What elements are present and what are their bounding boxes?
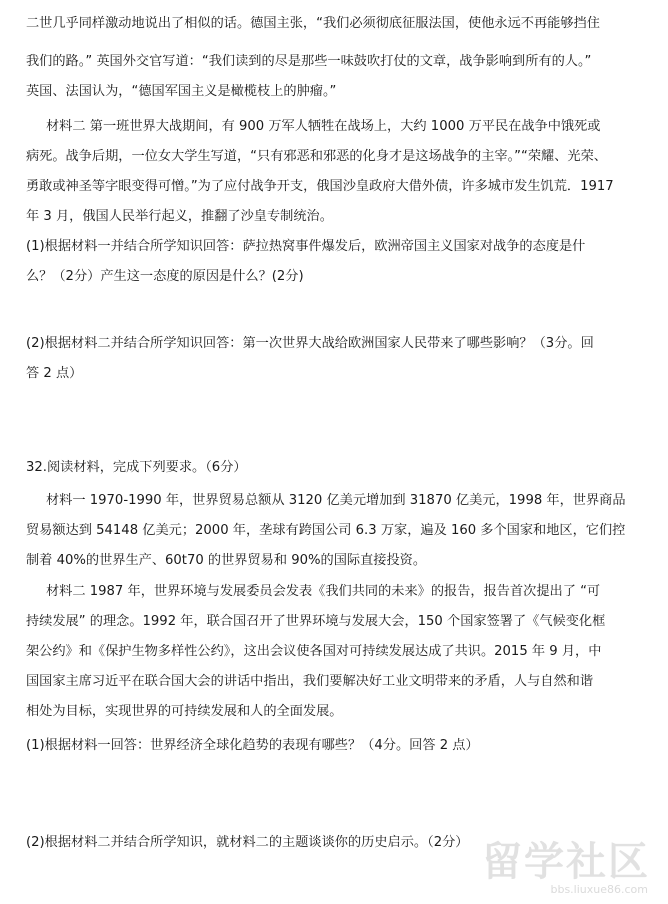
text-line: 二世几乎同样激动地说出了相似的话。德国主张，“我们必须彻底征服法国，使他永远不再能够挡住	[26, 16, 600, 31]
question-line: (1)根据材料一并结合所学知识回答：萨拉热窝事件爆发后，欧洲帝国主义国家对战争的态度是什	[26, 239, 586, 254]
question-line: (1)根据材料一回答：世界经济全球化趋势的表现有哪些？（4分。回答 2 点）	[26, 738, 479, 753]
question-line: (2)根据材料二并结合所学知识回答：第一次世界大战给欧洲国家人民带来了哪些影响？（3分。回	[26, 336, 594, 351]
section-heading: 32.阅读材料，完成下列要求。（6分）	[26, 460, 247, 475]
watermark-url: bbs.liuxue86.com	[550, 883, 648, 896]
text-line: 材料一 1970-1990 年，世界贸易总额从 3120 亿美元增加到 31870 亿美元，1998 年，世界商品	[46, 493, 626, 508]
text-line: 制着 40%的世界生产、60t70 的世界贸易和 90%的国际直接投资。	[26, 553, 427, 568]
text-line: 勇敢或神圣等字眼变得可憎。”为了应付战争开支，俄国沙皇政府大借外债，许多城市发生饥荒．1917	[26, 179, 614, 194]
text-line: 年 3 月，俄国人民举行起义，推翻了沙皇专制统治。	[26, 209, 333, 224]
text-line: 贸易额达到 54148 亿美元；2000 年，垄球有跨国公司 6.3 万家，遍及 160 多个国家和地区，它们控	[26, 523, 626, 538]
watermark-logo	[468, 826, 658, 896]
question-line: (2)根据材料二并结合所学知识，就材料二的主题谈谈你的历史启示。（2分）	[26, 835, 469, 850]
question-line: 么？（2分）产生这一态度的原因是什么？(2分)	[26, 269, 304, 284]
text-line: 相处为目标，实现世界的可持续发展和人的全面发展。	[26, 704, 343, 719]
text-line: 材料二 第一班世界大战期间，有 900 万军人牺牲在战场上，大约 1000 万平民在战争中饿死或	[46, 119, 601, 134]
text-line: 病死。战争后期，一位女大学生写道，“只有邪恶和邪恶的化身才是这场战争的主宰。”“荣耀、光荣、	[26, 149, 607, 164]
question-line: 答 2 点）	[26, 366, 83, 381]
text-line: 英国、法国认为，“德国军国主义是橄榄枝上的肿瘤。”	[26, 84, 337, 99]
text-line: 持续发展” 的理念。1992 年，联合国召开了世界环境与发展大会，150 个国家签署了《气候变化框	[26, 614, 606, 629]
text-line: 架公约》和《保护生物多样性公约》，这出会议使各国对可持续发展达成了共识。2015 年 9 月，中	[26, 644, 602, 659]
watermark-title: 留学社区	[482, 839, 650, 885]
text-line: 我们的路。” 英国外交官写道：“我们读到的尽是那些一味鼓吹打仗的文章，战争影响到所有的人。”	[26, 54, 592, 69]
text-line: 材料二 1987 年，世界环境与发展委员会发表《我们共同的未来》的报告，报告首次提出了 “可	[46, 584, 601, 599]
text-line: 国国家主席习近平在联合国大会的讲话中指出，我们要解决好工业文明带来的矛盾，人与自然和谐	[26, 674, 594, 689]
